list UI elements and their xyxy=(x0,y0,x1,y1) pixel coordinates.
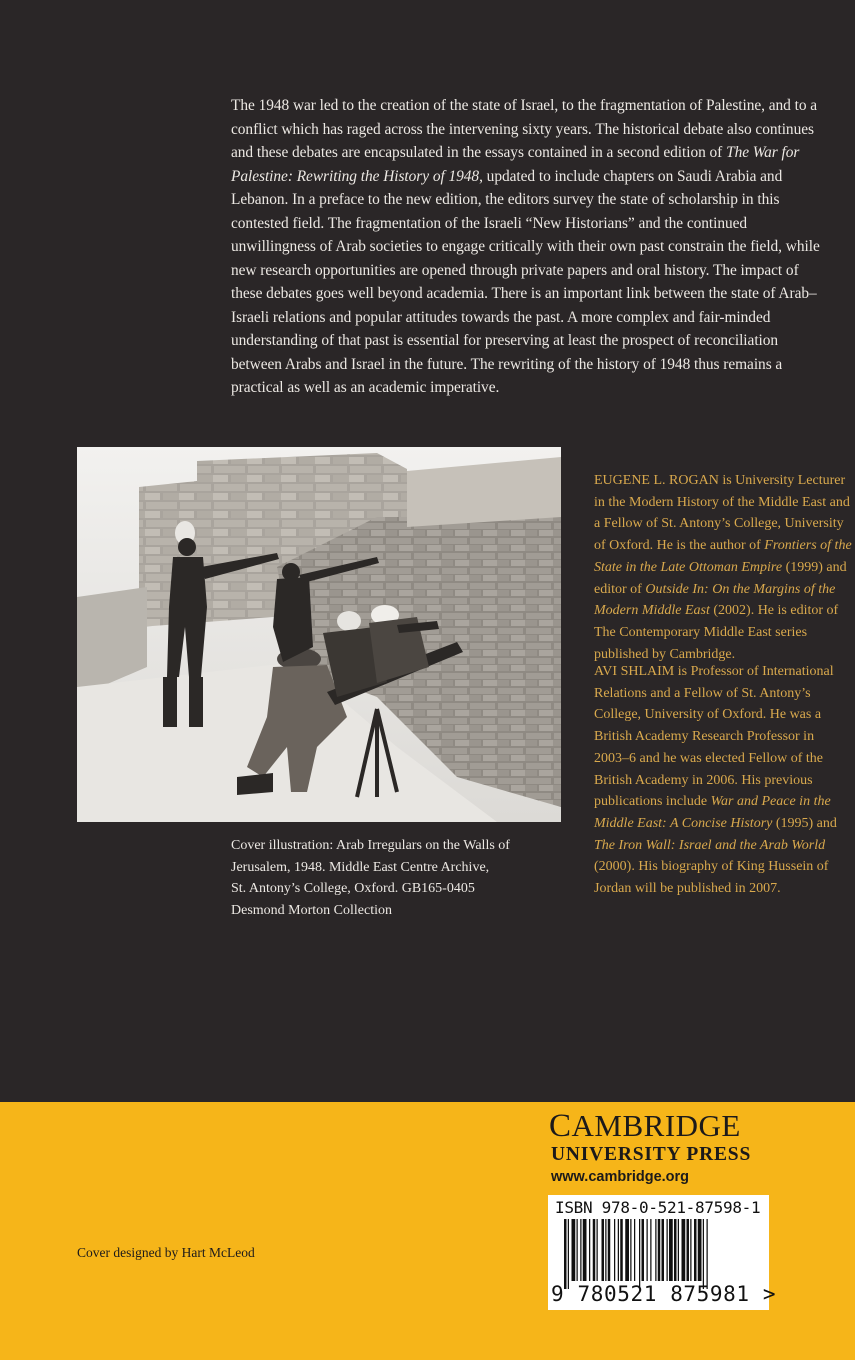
bio-rogan-title-1: Frontiers of the State in the Late Ottoman Empire xyxy=(594,538,852,575)
publisher-name-rest: AMBRIDGE xyxy=(571,1108,741,1143)
photo-illustration xyxy=(77,447,561,822)
barcode-digits: 9 780521 875981 > xyxy=(551,1282,777,1306)
isbn-barcode xyxy=(548,1195,777,1310)
caption-line-3: St. Antony’s College, Oxford. GB165-0405 xyxy=(231,881,475,897)
bio-rogan-text-1: EUGENE L. ROGAN is University Lecturer in the Modern History of the Middle East and a Fellow of St. Antony’s College, University of Oxford. He is the author of xyxy=(594,473,850,554)
blurb-text-1: The 1948 war led to the creation of the state of Israel, to the fragmentation of Palestine, and to a conflict which has raged across the intervening sixty years. The historical debate also continues and these debates are encapsulated in the essays contained in a second edition of xyxy=(231,97,818,161)
blurb-text-2: , updated to include chapters on Saudi Arabia and Lebanon. In a preface to the new edition, the editors survey the state of scholarship in this contested field. The fragmentation of the Israeli “New Historians” and the continued unwillingness of Arab societies to engage critically with their own past constrain the field, while new research opportunities are opened through private papers and oral history. The impact of these debates goes well beyond academia. There is an important link between the state of Arab–Israeli relations and popular attitudes towards the past. A more complex and fair-minded understanding of that past is essential for preserving at least the prospect of reconciliation between Arabs and Israel in the future. The rewriting of the history of 1948 thus remains a practical as well as an academic imperative. xyxy=(231,167,820,396)
isbn-label: ISBN 978-0-521-87598-1 xyxy=(555,1198,761,1217)
caption-line-2: Jerusalem, 1948. Middle East Centre Archive, xyxy=(231,859,490,875)
cover-illustration-caption xyxy=(231,835,561,922)
bio-shlaim-text-3: (2000). His biography of King Hussein of Jordan will be published in 2007. xyxy=(594,859,829,897)
bio-rogan-title-2: Outside In: On the Margins of the Modern Middle East xyxy=(594,581,836,619)
caption-line-1: Cover illustration: Arab Irregulars on the Walls of xyxy=(231,838,510,853)
bio-shlaim-text-2: (1995) and xyxy=(772,815,837,831)
bio-rogan-text-3: (2002). He is editor of The Contemporary Middle East series published by Cambridge. xyxy=(594,603,839,662)
author-bio-shlaim xyxy=(594,661,852,900)
publisher-initial: C xyxy=(549,1108,572,1144)
author-bio-rogan xyxy=(594,470,852,665)
publisher-press-label: UNIVERSITY PRESS xyxy=(551,1144,752,1165)
bio-rogan-text-2: (1999) and editor of xyxy=(594,559,847,597)
blurb-book-title: The War for Palestine: Rewriting the History of 1948 xyxy=(231,144,800,185)
caption-line-4: Desmond Morton Collection xyxy=(231,903,392,919)
designer-credit: Cover designed by Hart McLeod xyxy=(77,1245,255,1260)
back-cover-blurb xyxy=(231,94,823,400)
publisher-url[interactable]: www.cambridge.org xyxy=(551,1169,690,1185)
bio-shlaim-title-1: War and Peace in the Middle East: A Concise History xyxy=(594,794,831,831)
publisher-logo xyxy=(549,1106,741,1146)
bio-shlaim-text-1: AVI SHLAIM is Professor of International Relations and a Fellow of St. Antony’s College, University of Oxford. He was a British Academy Research Professor in 2003–6 and he was elected Fellow of the British Academy in 2006. His previous publications include xyxy=(594,664,834,810)
bio-shlaim-title-2: The Iron Wall: Israel and the Arab World xyxy=(594,837,826,853)
cover-photograph xyxy=(77,447,561,822)
